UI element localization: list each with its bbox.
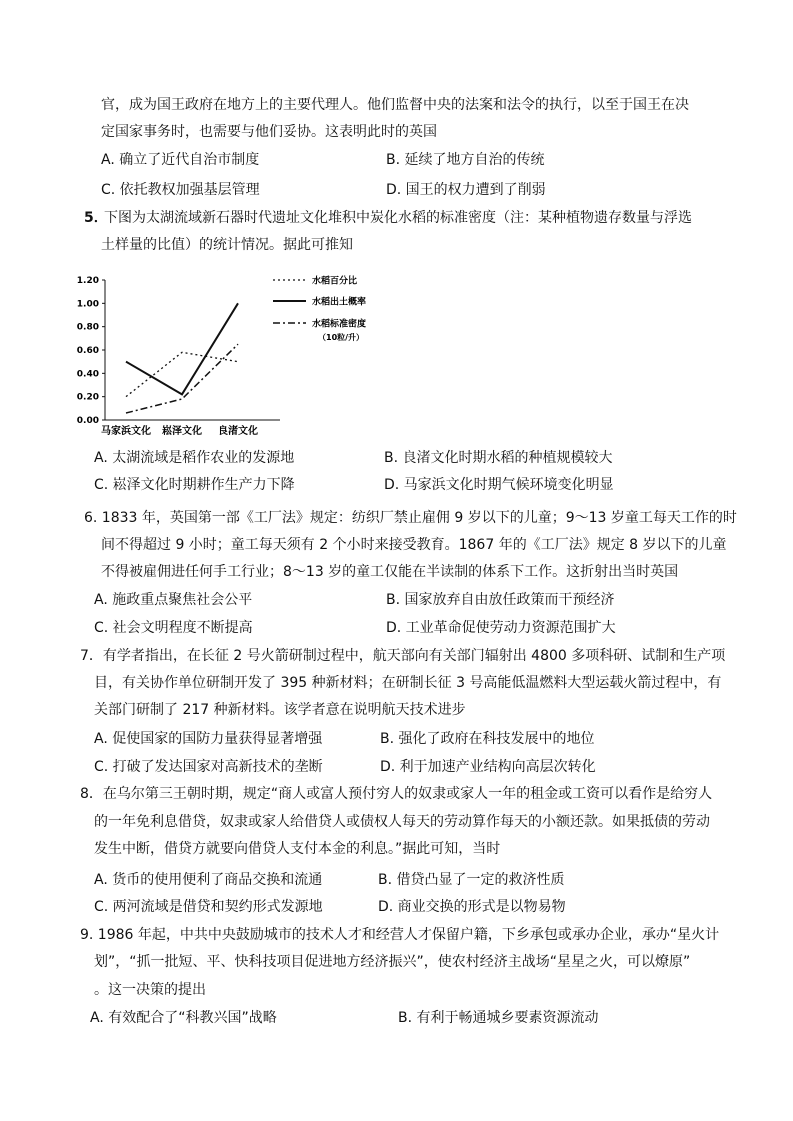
x-category-label: 崧泽文化: [162, 426, 202, 437]
q8-option-b: B. 借贷凸显了一定的救济性质: [378, 872, 565, 888]
q4-option-d: D. 国王的权力遭到了削弱: [386, 182, 546, 198]
x-category-label: 良渚文化: [218, 426, 258, 437]
q7-option-b: B. 强化了政府在科技发展中的地位: [380, 731, 595, 747]
q5-option-a: A. 太湖流域是稻作农业的发源地: [94, 450, 295, 466]
q7-option-d: D. 利于加速产业结构向高层次转化: [380, 759, 596, 775]
q5-option-d: D. 马家浜文化时期气候环境变化明显: [384, 477, 614, 493]
x-category-label: 马家浜文化: [101, 426, 151, 437]
q6-option-d: D. 工业革命促使劳动力资源范围扩大: [386, 620, 616, 636]
y-tick-label: 0.80: [76, 322, 99, 333]
q8-option-a: A. 货币的使用便利了商品交换和流通: [94, 872, 323, 888]
q7-text-line-1: 7．有学者指出，在长征 2 号火箭研制过程中，航天部向有关部门辐射出 4800 多项科研、试制和生产项: [80, 648, 726, 664]
q4-option-a: A. 确立了近代自治市制度: [101, 152, 260, 168]
q8-text-line-1: 8．在乌尔第三王朝时期，规定“商人或富人预付穷人的奴隶或家人一年的租金或工资可以看作是给穷人: [80, 786, 713, 802]
q4-option-b: B. 延续了地方自治的传统: [386, 152, 545, 168]
q6-text-line-3: 不得被雇佣进任何手工行业；8～13 岁的童工仅能在半读制的体系下工作。这折射出当时英国: [101, 564, 679, 580]
q9-option-a: A. 有效配合了“科教兴国”战略: [90, 1010, 277, 1026]
series-line-2: [126, 303, 238, 394]
q5-text-line-2: 土样量的比值）的统计情况。据此可推知: [101, 237, 353, 253]
legend-label-unit: （10粒/升）: [318, 333, 365, 342]
y-tick-label: 0.00: [76, 416, 99, 426]
q4-text-line-1: 官，成为国王政府在地方上的主要代理人。他们监督中央的法案和法令的执行，以至于国王在决: [101, 97, 689, 113]
q7-option-c: C. 打破了发达国家对高新技术的垄断: [94, 759, 323, 775]
q6-text-line-2: 间不得超过 9 小时；童工每天须有 2 个小时来接受教育。1867 年的《工厂法》规定 8 岁以下的儿童: [101, 537, 727, 553]
series-line-3: [126, 344, 238, 413]
q8-text-line-3: 发生中断，借贷方就要向借贷人支付本金的利息。”据此可知，当时: [94, 841, 501, 857]
q5-text-line-1: 下图为太湖流域新石器时代遗址文化堆积中炭化水稻的标准密度（注：某种植物遗存数量与浮选: [104, 210, 692, 226]
q7-text-line-3: 关部门研制了 217 种新材料。该学者意在说明航天技术进步: [94, 702, 466, 718]
q5-option-c: C. 崧泽文化时期耕作生产力下降: [94, 477, 295, 493]
y-tick-label: 0.20: [76, 392, 99, 403]
q7-option-a: A. 促使国家的国防力量获得显著增强: [94, 731, 323, 747]
y-tick-label: 0.40: [76, 369, 99, 380]
q9-text-line-1: 9. 1986 年起，中共中央鼓励城市的技术人才和经营人才保留户籍，下乡承包或承办企业，承办“星火计: [80, 927, 720, 943]
q6-text-line-1: 6. 1833 年，英国第一部《工厂法》规定：纺织厂禁止雇佣 9 岁以下的儿童；9～13 岁童工每天工作的时: [84, 510, 737, 526]
q6-option-c: C. 社会文明程度不断提高: [94, 620, 253, 636]
q8-text-line-2: 的一年免利息借贷，奴隶或家人给借贷人或债权人每天的劳动算作每天的小额还款。如果抵债的劳动: [94, 814, 710, 830]
q7-text-line-2: 目，有关协作单位研制开发了 395 种新材料；在研制长征 3 号高能低温燃料大型运载火箭过程中，有: [94, 675, 722, 691]
legend-label-2: 水稻出土概率: [312, 297, 367, 308]
q8-option-c: C. 两河流域是借贷和契约形式发源地: [94, 899, 323, 915]
q8-option-d: D. 商业交换的形式是以物易物: [378, 899, 566, 915]
legend-label-3: 水稻标准密度: [312, 319, 367, 330]
series-line-1: [126, 352, 238, 396]
q6-option-a: A. 施政重点聚焦社会公平: [94, 592, 253, 608]
q9-text-line-3: 。这一决策的提出: [94, 982, 206, 998]
legend-label-1: 水稻百分比: [312, 276, 358, 287]
q9-option-b: B. 有利于畅通城乡要素资源流动: [398, 1010, 599, 1026]
y-tick-label: 1.20: [76, 276, 99, 286]
q6-option-b: B. 国家放弃自由放任政策而干预经济: [386, 592, 615, 608]
q4-text-line-2: 定国家事务时，也需要与他们妥协。这表明此时的英国: [101, 124, 437, 140]
q5-number: 5．: [84, 210, 108, 226]
q9-text-line-2: 划”，“抓一批短、平、快科技项目促进地方经济振兴”，使农村经济主战场“星星之火，可以燎原”: [94, 954, 691, 970]
y-tick-label: 0.60: [76, 346, 99, 356]
q5-option-b: B. 良渚文化时期水稻的种植规模较大: [384, 450, 613, 466]
rice-density-line-chart: [70, 266, 390, 446]
y-tick-label: 1.00: [76, 299, 99, 310]
q4-option-c: C. 依托教权加强基层管理: [101, 182, 260, 198]
